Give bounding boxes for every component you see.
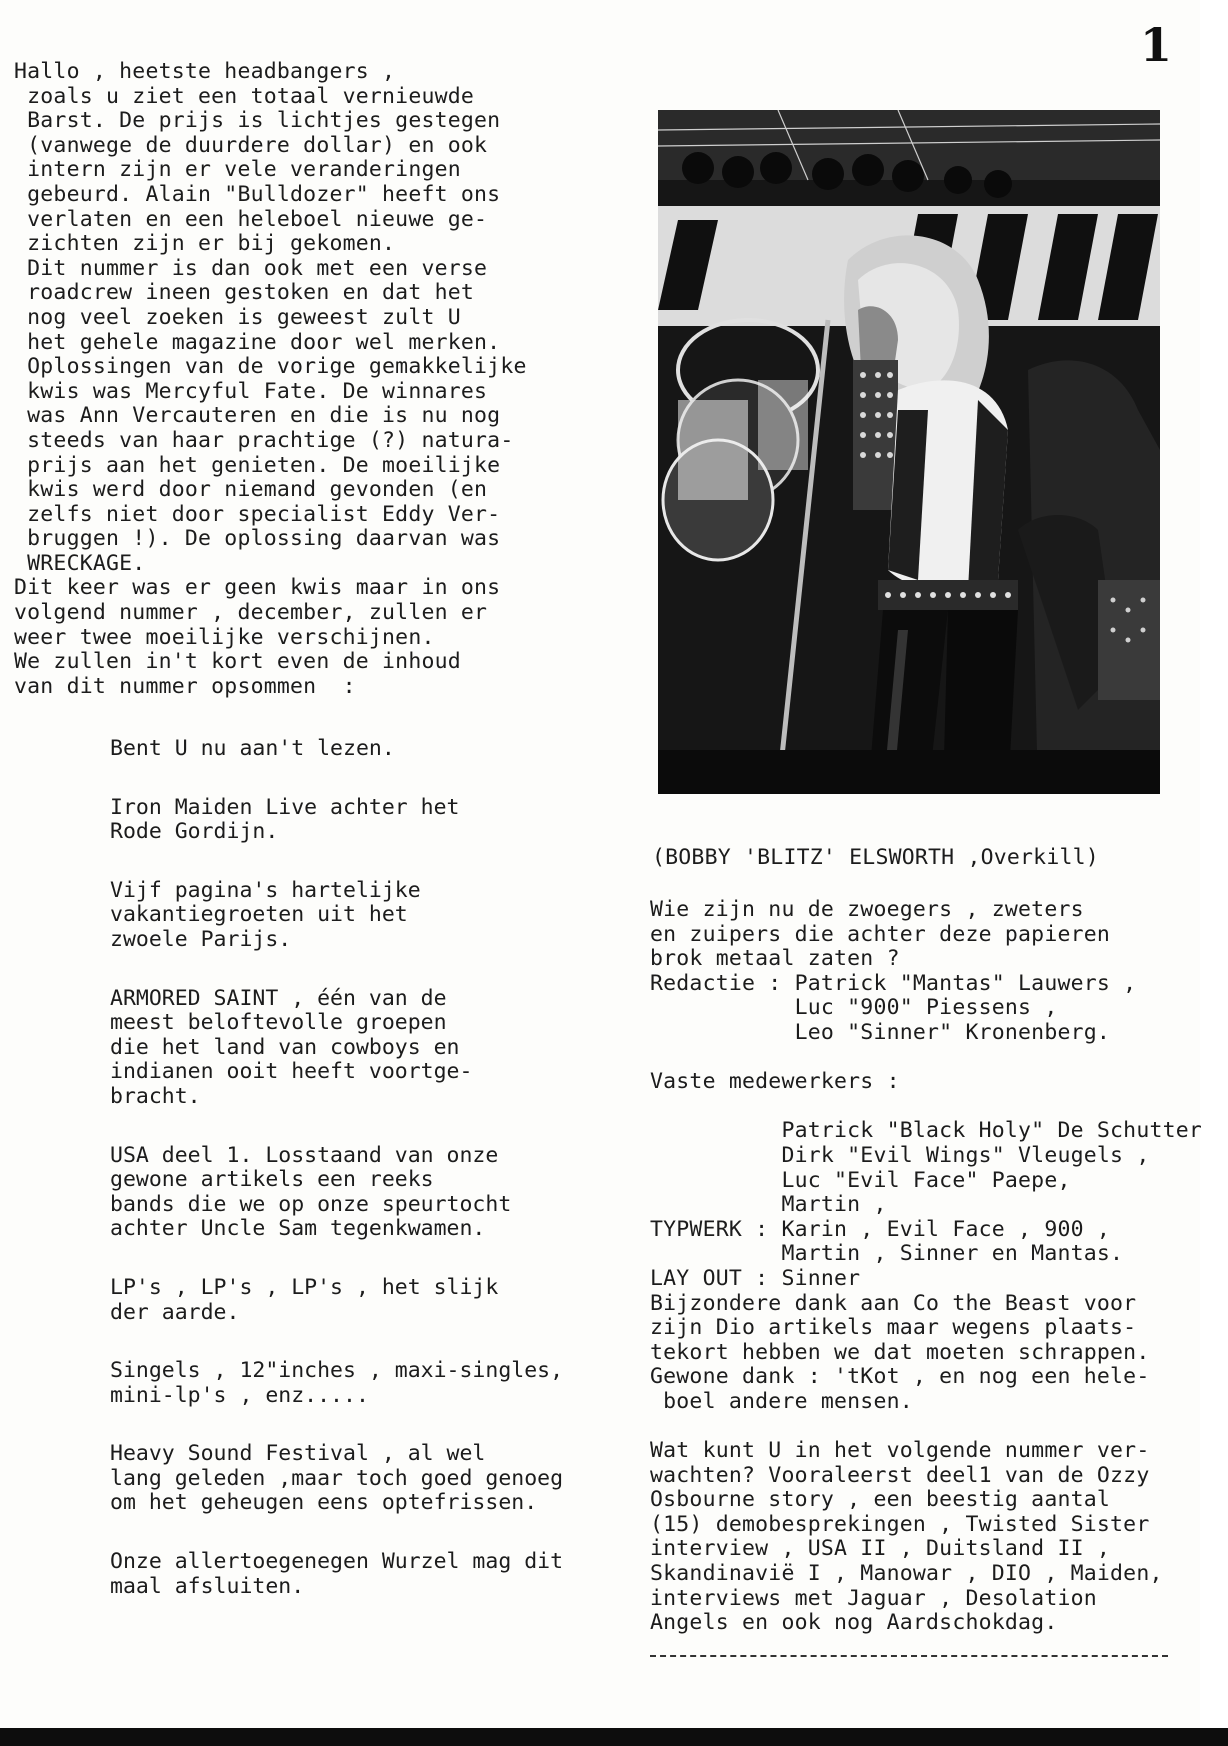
contents-list [110, 737, 563, 1599]
contents-item-line: achter Uncle Sam tegenkwamen. [110, 1216, 486, 1242]
intro-text [14, 60, 527, 699]
contents-item-line: der aarde. [110, 1299, 240, 1325]
intro-line: roadcrew ineen gestoken en dat het [14, 280, 475, 306]
credits-text [650, 898, 1202, 1636]
intro-line: zichten zijn er bij gekomen. [14, 231, 396, 257]
contents-item-line: bracht. [110, 1083, 201, 1109]
contents-item-line: maal afsluiten. [110, 1573, 305, 1599]
concert-photo [658, 110, 1160, 794]
contents-item-line: ARMORED SAINT , één van de [110, 985, 447, 1011]
contents-item-line: gewone artikels een reeks [110, 1167, 434, 1193]
contents-item-line: Onze allertoegenegen Wurzel mag dit [110, 1549, 564, 1575]
credits-line: TYPWERK : Karin , Evil Face , 900 , [650, 1216, 1111, 1242]
contents-item-line: Vijf pagina's hartelijke [110, 877, 421, 903]
intro-line: zoals u ziet een totaal vernieuwde [14, 83, 475, 109]
intro-line: Dit keer was er geen kwis maar in ons [14, 575, 501, 601]
contents-item-line: USA deel 1. Losstaand van onze [110, 1142, 499, 1168]
credits-line: zijn Dio artikels maar wegens plaats- [650, 1315, 1137, 1341]
scan-bottom-edge [0, 1728, 1228, 1746]
intro-line: Hallo , heetste headbangers , [14, 59, 396, 84]
credits-line: Bijzondere dank aan Co the Beast voor [650, 1290, 1137, 1316]
contents-item [110, 987, 563, 1110]
contents-item [110, 1359, 563, 1408]
contents-item-line: Heavy Sound Festival , al wel [110, 1441, 486, 1467]
intro-line: (vanwege de duurdere dollar) en ook [14, 132, 488, 158]
contents-item [110, 1442, 563, 1516]
credits-line: Dirk "Evil Wings" Vleugels , [650, 1142, 1150, 1168]
intro-line: prijs aan het genieten. De moeilijke [14, 452, 501, 478]
credits-line: (15) demobesprekingen , Twisted Sister [650, 1511, 1150, 1537]
contents-item-line: mini-lp's , enz..... [110, 1382, 369, 1408]
credits-line: Gewone dank : 'tKot , en nog een hele- [650, 1364, 1150, 1390]
intro-line: gebeurd. Alain "Bulldozer" heeft ons [14, 181, 501, 207]
contents-item [110, 1550, 563, 1599]
credits-line: Luc "900" Piessens , [650, 995, 1058, 1021]
credits-line: en zuipers die achter deze papieren [650, 921, 1111, 947]
concert-photo-illustration [658, 110, 1160, 794]
intro-line: kwis werd door niemand gevonden (en [14, 477, 488, 503]
contents-item-line: bands die we op onze speurtocht [110, 1191, 512, 1217]
intro-line: WRECKAGE. [14, 550, 146, 576]
contents-item-line: meest beloftevolle groepen [110, 1010, 447, 1036]
credits-line: Angels en ook nog Aardschokdag. [650, 1610, 1058, 1636]
credits-line: Redactie : Patrick "Mantas" Lauwers , [650, 970, 1137, 996]
contents-item [110, 1144, 563, 1242]
credits-line: Martin , Sinner en Mantas. [650, 1241, 1124, 1267]
credits-line: Wat kunt U in het volgende nummer ver- [650, 1438, 1150, 1464]
credits-line: Leo "Sinner" Kronenberg. [650, 1019, 1111, 1045]
credits-line: boel andere mensen. [650, 1388, 913, 1414]
photo-caption: (BOBBY 'BLITZ' ELSWORTH ,Overkill) [652, 845, 1099, 870]
credits-line: LAY OUT : Sinner [650, 1265, 861, 1291]
contents-item-line: zwoele Parijs. [110, 926, 292, 952]
contents-item-line: Rode Gordijn. [110, 819, 279, 845]
intro-line: weer twee moeilijke verschijnen. [14, 624, 435, 650]
credits-line: Luc "Evil Face" Paepe, [650, 1167, 1071, 1193]
intro-line: was Ann Vercauteren en die is nu nog [14, 403, 501, 429]
credits-line: interview , USA II , Duitsland II , [650, 1536, 1111, 1562]
credits-line: Wie zijn nu de zwoegers , zweters [650, 897, 1084, 922]
intro-line: van dit nummer opsommen : [14, 673, 356, 699]
contents-item-line: LP's , LP's , LP's , het slijk [110, 1274, 499, 1300]
intro-line: verlaten en een heleboel nieuwe ge- [14, 206, 488, 232]
page-edge [1200, 0, 1228, 1746]
contents-item-line: vakantiegroeten uit het [110, 902, 408, 928]
intro-line: We zullen in't kort even de inhoud [14, 649, 461, 675]
credits-line [650, 1046, 1202, 1071]
contents-item-line: lang geleden ,maar toch goed genoeg [110, 1465, 564, 1491]
intro-line: het gehele magazine door wel merken. [14, 329, 501, 355]
contents-item [110, 796, 563, 845]
credits-line: Osbourne story , een beestig aantal [650, 1487, 1111, 1513]
contents-item-line: om het geheugen eens optefrissen. [110, 1490, 538, 1516]
credits-line: wachten? Vooraleerst deel1 van de Ozzy [650, 1462, 1150, 1488]
intro-line: Dit nummer is dan ook met een verse [14, 255, 488, 281]
contents-item [110, 737, 563, 762]
intro-line: intern zijn er vele veranderingen [14, 157, 461, 183]
contents-item [110, 879, 563, 953]
intro-line: bruggen !). De oplossing daarvan was [14, 526, 501, 552]
intro-line: zelfs niet door specialist Eddy Ver- [14, 501, 501, 527]
contents-item-line: Iron Maiden Live achter het [110, 794, 460, 820]
credits-line: interviews met Jaguar , Desolation [650, 1585, 1097, 1611]
credits-line [650, 1414, 1202, 1439]
intro-line: volgend nummer , december, zullen er [14, 600, 488, 626]
contents-item-line: Singels , 12"inches , maxi-singles, [110, 1358, 564, 1384]
contents-item [110, 1276, 563, 1325]
intro-line: Barst. De prijs is lichtjes gestegen [14, 108, 501, 134]
intro-line: kwis was Mercyful Fate. De winnares [14, 378, 488, 404]
credits-line: Martin , [650, 1192, 887, 1218]
intro-line: steeds van haar prachtige (?) natura- [14, 427, 514, 453]
intro-line: Oplossingen van de vorige gemakkelijke [14, 354, 527, 380]
contents-item-line: Bent U nu aan't lezen. [110, 736, 395, 761]
credits-line: Patrick "Black Holy" De Schutter [650, 1118, 1203, 1144]
contents-item-line: indianen ooit heeft voortge- [110, 1059, 473, 1085]
credits-line [650, 1095, 1202, 1120]
credits-line: Skandinavië I , Manowar , DIO , Maiden, [650, 1561, 1163, 1587]
intro-line: nog veel zoeken is geweest zult U [14, 304, 461, 330]
dashed-divider [650, 1655, 1168, 1657]
contents-item-line: die het land van cowboys en [110, 1034, 460, 1060]
page-number: 1 [1140, 18, 1173, 72]
credits-line: tekort hebben we dat moeten schrappen. [650, 1339, 1150, 1365]
credits-line: brok metaal zaten ? [650, 946, 900, 972]
credits-line: Vaste medewerkers : [650, 1069, 900, 1095]
